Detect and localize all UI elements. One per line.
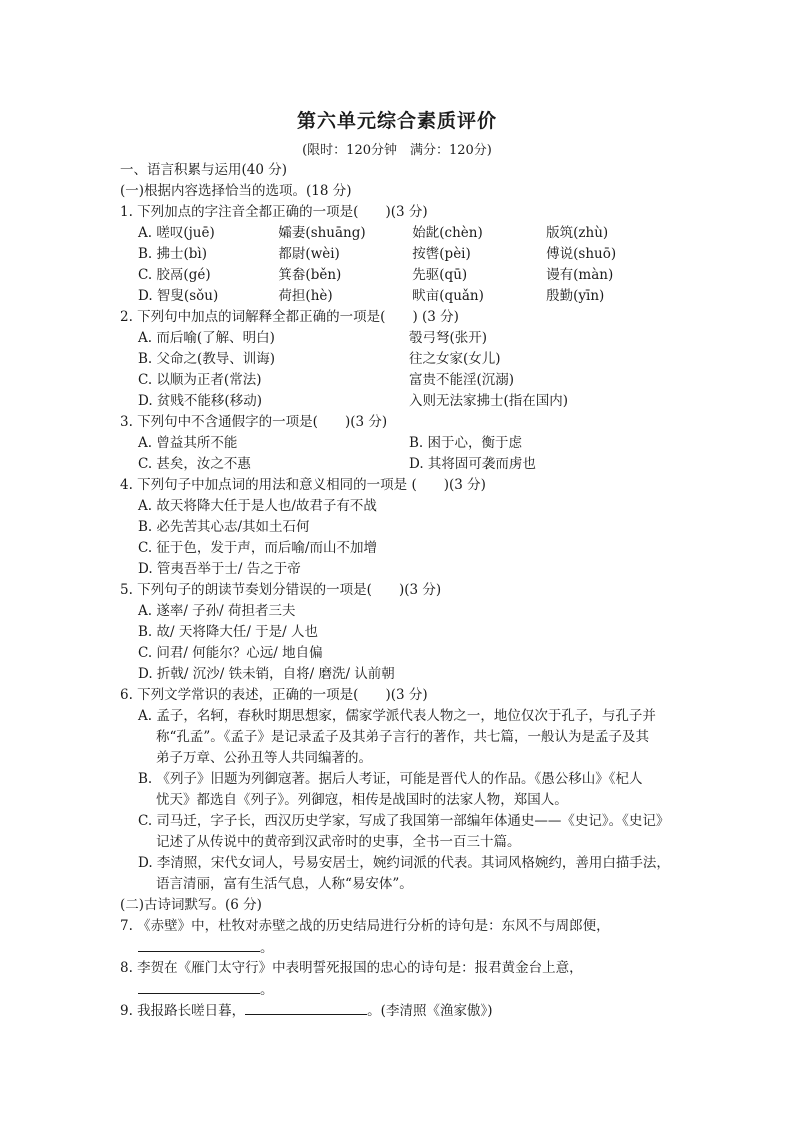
section-heading-2: (二)古诗词默写。(6 分) [120, 897, 262, 913]
question-9-line [120, 1000, 680, 1021]
option-cell: 傅说(shuō) [546, 246, 617, 262]
question-2-row-a [120, 328, 680, 349]
option-cell: 畎亩(quǎn) [412, 288, 484, 304]
option-cell: B. 困于心，衡于虑 [409, 435, 523, 451]
question-3-stem: 3. 下列句中不含通假字的一项是( )(3 分) [120, 414, 388, 430]
answer-blank[interactable] [138, 937, 260, 952]
question-4-option-a: A. 故天将降大任于是人也/故君子有不战 [138, 498, 377, 514]
option-cell: 荷担(hè) [278, 288, 333, 304]
option-cell: A. 而后喻(了解、明白) [138, 330, 275, 346]
option-cell: 都尉(wèi) [278, 246, 340, 262]
exam-content [120, 160, 680, 1021]
question-4-option-c: C. 征于色，发于声，而后喻/而山不加增 [138, 540, 377, 556]
option-cell: C. 胶鬲(gé) [138, 267, 211, 283]
option-cell: 按辔(pèi) [412, 246, 471, 262]
question-2-row-d [120, 391, 680, 412]
question-8-answer-line [120, 979, 680, 1000]
section-heading: (一)根据内容选择恰当的选项。(18 分) [120, 183, 352, 199]
question-9-prefix: 9. 我报路长嗟日暮， [120, 1003, 246, 1019]
question-8-line1: 8. 李贺在《雁门太守行》中表明誓死报国的忠心的诗句是：报君黄金台上意， [120, 960, 583, 976]
question-2-row-b [120, 349, 680, 370]
option-cell: D. 贫贱不能移(移动) [138, 393, 262, 409]
question-6-option-a-line3: 弟子万章、公孙丑等人共同编著的。 [156, 750, 372, 766]
option-cell: 先驱(qū) [412, 267, 468, 283]
question-6-option-a-line2: 称“孔孟”。《孟子》是记录孟子及其弟子言行的著作，共七篇，一般认为是孟子及其 [156, 729, 650, 745]
question-1-row-b [120, 244, 680, 265]
option-cell: D. 智叟(sǒu) [138, 288, 219, 304]
option-cell: C. 以顺为正者(常法) [138, 372, 262, 388]
question-7-answer-line [120, 937, 680, 958]
question-2-row-c [120, 370, 680, 391]
option-cell: 殷勤(yīn) [546, 288, 605, 304]
question-5-option-b: B. 故/ 天将降大任/ 于是/ 人也 [138, 624, 319, 640]
question-6-option-b-line1: B. 《列子》旧题为列御寇著。据后人考证，可能是晋代人的作品。《愚公移山》《杞人 [138, 771, 643, 787]
option-cell: A. 曾益其所不能 [138, 435, 238, 451]
question-7-line1: 7. 《赤壁》中，杜牧对赤壁之战的历史结局进行分析的诗句是：东风不与周郎便， [120, 918, 610, 934]
question-6-option-b-line2: 忧天》都选自《列子》。列御寇，相传是战国时的法家人物，郑国人。 [156, 792, 568, 808]
question-6-option-a-line1: A. 孟子，名轲，春秋时期思想家，儒家学派代表人物之一，地位仅次于孔子，与孔子并 [138, 708, 656, 724]
answer-end: 。 [260, 982, 274, 998]
question-4-stem: 4. 下列句子中加点词的用法和意义相同的一项是 ( )(3 分) [120, 477, 486, 493]
page-subtitle: (限时：120分钟 满分：120分) [302, 143, 492, 158]
question-5-option-d: D. 折戟/ 沉沙/ 铁未销，自将/ 磨洗/ 认前朝 [138, 666, 395, 682]
option-cell: 富贵不能淫(沉溺) [409, 372, 515, 388]
option-cell: 入则无法家拂士(指在国内) [409, 393, 569, 409]
option-cell: B. 拂士(bì) [138, 246, 207, 262]
option-cell: C. 甚矣，汝之不惠 [138, 456, 251, 472]
question-6-option-c-line1: C. 司马迁，字子长，西汉历史学家，写成了我国第一部编年体通史——《史记》。《史记》 [138, 813, 670, 829]
option-cell: 往之女家(女儿) [409, 351, 501, 367]
answer-blank[interactable] [245, 1000, 367, 1015]
question-3-row-cd [120, 454, 680, 475]
question-4-option-b: B. 必先苦其心志/其如土石何 [138, 519, 310, 535]
question-6-option-d-line1: D. 李清照，宋代女词人，号易安居士，婉约词派的代表。其词风格婉约，善用白描手法， [138, 855, 670, 871]
question-4-option-d: D. 管夷吾举于士/ 告之于帝 [138, 561, 301, 577]
option-cell: 箕畚(běn) [278, 267, 342, 283]
option-cell: 彀弓弩(张开) [409, 330, 488, 346]
question-2-stem: 2. 下列句中加点的词解释全都正确的一项是( ) (3 分) [120, 309, 459, 325]
option-cell: 谩有(màn) [546, 267, 614, 283]
part-heading: 一、语言积累与运用(40 分) [120, 162, 288, 178]
question-1-row-d [120, 286, 680, 307]
question-5-option-c: C. 问君/ 何能尔？心远/ 地自偏 [138, 645, 323, 661]
answer-end: 。 [260, 940, 274, 956]
question-5-stem: 5. 下列句子的朗读节奏划分错误的一项是( )(3 分) [120, 582, 442, 598]
question-1-row-a [120, 223, 680, 244]
question-5-option-a: A. 遂率/ 子孙/ 荷担者三夫 [138, 603, 296, 619]
question-6-stem: 6. 下列文学常识的表述，正确的一项是( )(3 分) [120, 687, 428, 703]
question-1-row-c [120, 265, 680, 286]
question-6-option-c-line2: 记述了从传说中的黄帝到汉武帝时的史事，全书一百三十篇。 [156, 834, 521, 850]
question-6-option-d-line2: 语言清丽，富有生活气息，人称“易安体”。 [156, 876, 413, 892]
option-cell: 版筑(zhù) [546, 225, 609, 241]
option-cell: A. 嗟叹(juē) [138, 225, 215, 241]
option-cell: 始龀(chèn) [412, 225, 483, 241]
option-cell: D. 其将固可袭而虏也 [409, 456, 536, 472]
question-3-row-ab [120, 433, 680, 454]
option-cell: B. 父命之(教导、训诲) [138, 351, 276, 367]
answer-blank[interactable] [138, 979, 260, 994]
question-1-stem: 1. 下列加点的字注音全都正确的一项是( )(3 分) [120, 204, 428, 220]
option-cell: 孀妻(shuāng) [278, 225, 366, 241]
page-title: 第六单元综合素质评价 [296, 110, 497, 132]
question-9-suffix: 。(李清照《渔家傲》) [367, 1003, 493, 1019]
